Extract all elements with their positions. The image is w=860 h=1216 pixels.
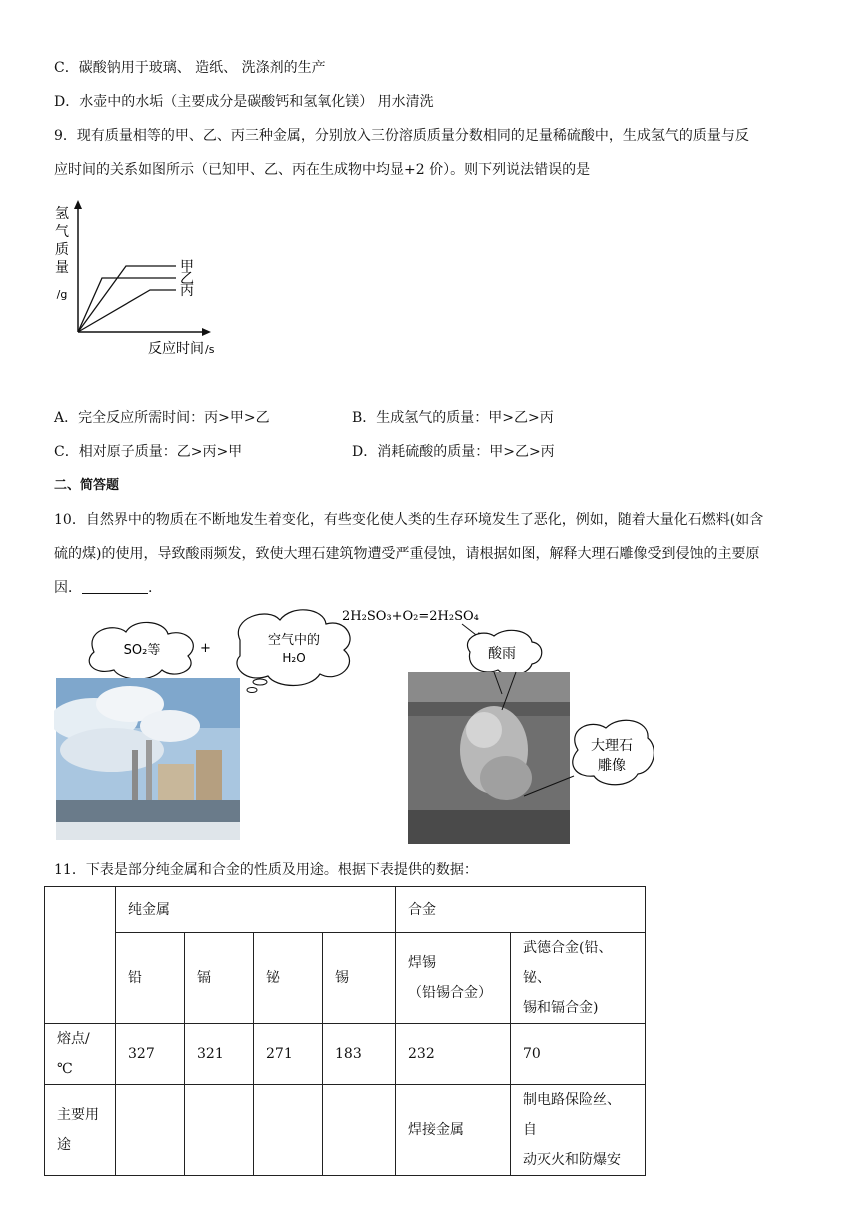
usage-label-line1: 主要用 — [57, 1107, 99, 1123]
q10-line2: 硫的煤)的使用，导致酸雨频发，致使大理石建筑物遭受严重侵蚀，请根据如图，解释大理石雕像受到侵蚀的主要原 — [54, 546, 760, 562]
y-axis-label-char: 氢 — [55, 206, 69, 222]
melting-point-value: 232 — [396, 1024, 511, 1085]
metal-name-cell: 铋 — [254, 933, 323, 1024]
usage-wood-alloy-line2: 动灭火和防爆安 — [523, 1152, 621, 1168]
melting-point-value: 183 — [323, 1024, 396, 1085]
melting-point-value: 327 — [116, 1024, 185, 1085]
y-axis-label-char: 质 — [55, 242, 69, 258]
usage-label-line2: 途 — [57, 1137, 71, 1153]
acid-equation: 2H₂SO₃+O₂=2H₂SO₄ — [342, 609, 479, 624]
q10-line1: 10．自然界中的物质在不断地发生着变化，有些变化使人类的生存环境发生了恶化，例如，随着大量化石燃料(如含 — [54, 512, 764, 528]
marble-statue-label-line1: 大理石 — [591, 738, 633, 754]
wood-alloy-cell — [511, 933, 646, 1024]
table-row — [45, 1024, 646, 1085]
q9-stem-line1: 9．现有质量相等的甲、乙、丙三种金属，分别放入三份溶质质量分数相同的足量稀硫酸中，生成氢气的质量与反 — [54, 128, 749, 144]
q10-line3-start: 因． — [54, 580, 82, 596]
usage-cell — [116, 1085, 185, 1176]
usage-wood-alloy-line1: 制电路保险丝、自 — [523, 1092, 621, 1138]
air-water-cloud — [237, 610, 350, 693]
y-axis-label-char: 量 — [55, 260, 69, 276]
x-axis-label: 反应时间 — [148, 341, 204, 357]
hydrogen-mass-vs-time-graph — [48, 196, 238, 368]
q8-option-d: D．水壶中的水垢（主要成分是碳酸钙和氢氧化镁） 用水清洗 — [54, 94, 434, 110]
y-axis-label-char: 气 — [55, 224, 69, 240]
y-axis-arrow — [74, 200, 82, 209]
section-heading: 二、简答题 — [54, 478, 120, 493]
usage-cell — [185, 1085, 254, 1176]
so2-label: SO₂等 — [123, 643, 161, 658]
q9-option-a: A．完全反应所需时间：丙>甲>乙 — [54, 410, 270, 426]
solder-name: 焊锡 — [408, 955, 436, 971]
solder-cell — [396, 933, 511, 1024]
acid-rain-label: 酸雨 — [488, 646, 516, 662]
melting-point-label: 熔点/℃ — [45, 1024, 116, 1085]
x-axis-unit: /s — [205, 343, 215, 356]
usage-label-cell — [45, 1085, 116, 1176]
usage-wood-alloy-cell — [511, 1085, 646, 1176]
q9-option-d: D．消耗硫酸的质量：甲>乙>丙 — [352, 444, 555, 460]
marble-statue-label-line2: 雕像 — [598, 758, 626, 774]
marble-statue-photo — [408, 672, 570, 844]
series-label-1: 甲 — [180, 259, 194, 275]
q9-stem-line2: 应时间的关系如图所示（已知甲、乙、丙在生成物中均显+2 价）。则下列说法错误的是 — [54, 162, 591, 178]
q9-option-b: B．生成氢气的质量：甲>乙>丙 — [352, 410, 554, 426]
wood-alloy-line2: 锡和镉合金) — [523, 1000, 599, 1016]
q11-stem: 11．下表是部分纯金属和合金的性质及用途。根据下表提供的数据： — [54, 862, 478, 878]
acid-rain-illustration — [54, 600, 654, 850]
so2-cloud — [89, 622, 193, 685]
air-water-label-line1: 空气中的 — [267, 633, 321, 648]
usage-cell — [323, 1085, 396, 1176]
table-row — [45, 887, 646, 933]
air-water-label-line2: H₂O — [282, 651, 306, 665]
q8-option-c: C．碳酸钠用于玻璃、 造纸、 洗涤剂的生产 — [54, 60, 326, 76]
usage-cell — [254, 1085, 323, 1176]
series-label-2: 乙 — [180, 271, 194, 287]
q10-line3 — [54, 578, 152, 598]
series-label-3: 丙 — [180, 283, 194, 299]
x-axis-arrow — [202, 328, 211, 336]
header-alloy: 合金 — [396, 887, 646, 933]
table-corner-cell — [45, 887, 116, 1024]
answer-blank — [82, 579, 148, 594]
acid-rain-cloud — [467, 630, 541, 674]
table-row — [45, 1085, 646, 1176]
melting-point-value: 271 — [254, 1024, 323, 1085]
q10-line3-end: . — [148, 580, 153, 596]
header-pure-metal: 纯金属 — [116, 887, 396, 933]
y-axis-unit: /g — [56, 288, 68, 301]
melting-point-value: 70 — [511, 1024, 646, 1085]
table-row — [45, 933, 646, 1024]
solder-composition: （铅锡合金） — [408, 985, 492, 1001]
wood-alloy-line1: 武德合金(铅、铋、 — [523, 940, 613, 986]
usage-solder: 焊接金属 — [396, 1085, 511, 1176]
metal-properties-table — [44, 886, 646, 1176]
metal-name-cell: 镉 — [185, 933, 254, 1024]
metal-name-cell: 锡 — [323, 933, 396, 1024]
factory-photo — [54, 678, 240, 840]
metal-name-cell: 铅 — [116, 933, 185, 1024]
melting-point-value: 321 — [185, 1024, 254, 1085]
q9-option-c: C．相对原子质量：乙>丙>甲 — [54, 444, 243, 460]
plus-sign: + — [200, 641, 211, 656]
